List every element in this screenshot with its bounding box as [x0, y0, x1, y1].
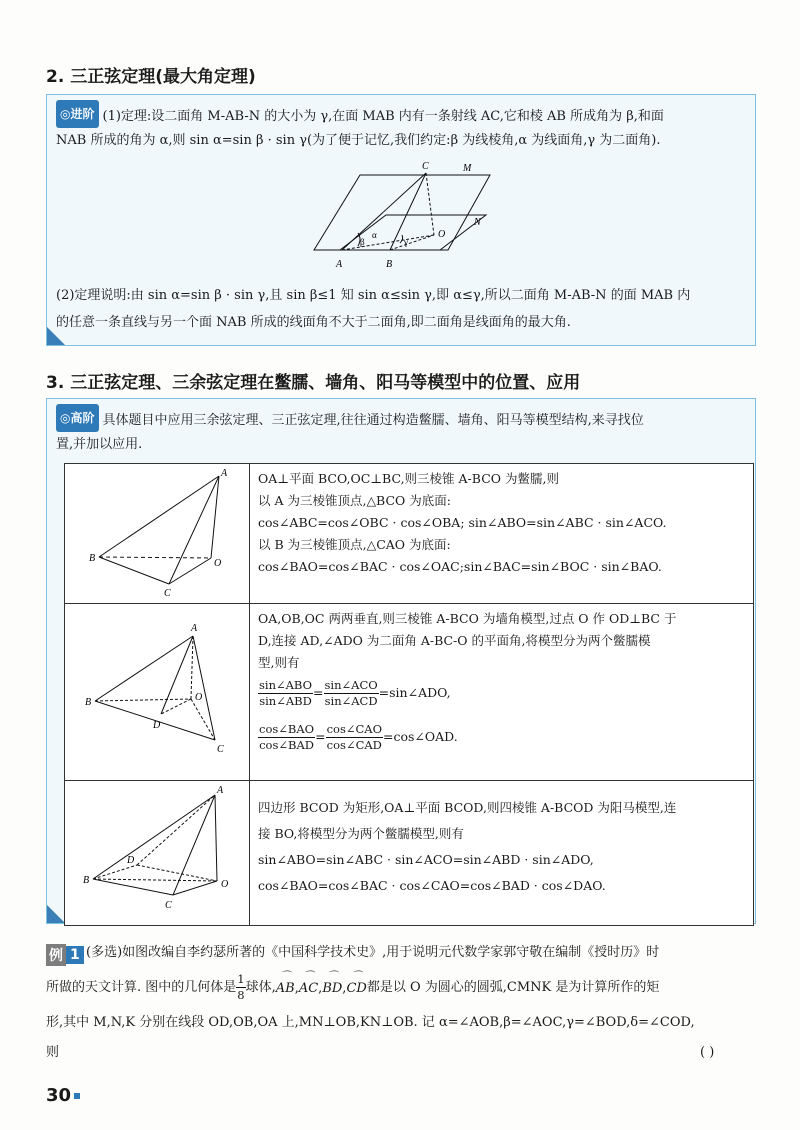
label-O: O	[438, 229, 446, 240]
yangma-figure	[65, 781, 249, 921]
cosine-ratio-formula: $\frac{\text{cos∠BAO}}{\text{cos∠BAD}}$ = $\frac{\text{cos∠CAO}}{\text{cos∠CAD}}$ =cos∠OAD.	[259, 722, 458, 752]
label-C: C	[164, 588, 171, 599]
arc-bd: ⌒ BD	[322, 973, 342, 1002]
sine-ratio-formula: $\frac{\text{sin∠ABO}}{\text{sin∠ABD}}$ = $\frac{\text{sin∠ACO}}{\text{sin∠ACD}}$ =sin∠ADO,	[259, 678, 451, 708]
row1-text: OA⊥平面 BCO,OC⊥BC,则三棱锥 A-BCO 为鳖臑,则 以 A 为三棱锥顶点,△BCO 为底面: cos∠ABC=cos∠OBC · cos∠OBA; sin∠ABO=sin∠ABC · sin∠ACO. 以 B 为三棱锥顶点,△CAO 为底面: cos∠BAO=cos∠BAC · cos∠OAC;sin∠BAC=sin∠BOC · sin∠BAO.	[258, 471, 667, 574]
section-2-heading: 2. 三正弦定理(最大角定理)	[46, 67, 256, 87]
arc-ac: ⌒ AC	[299, 973, 318, 1002]
figure-cell	[65, 781, 250, 926]
label-N: N	[474, 217, 481, 228]
label-M: M	[463, 163, 472, 174]
text-cell	[250, 781, 754, 926]
row2-text: OA,OB,OC 两两垂直,则三棱锥 A-BCO 为墙角模型,过点 O 作 OD⊥BC 于 D,连接 AD,∠ADO 为二面角 A-BC-O 的平面角,将模型分为两个鳖臑模 型,则有 $\frac{\text{sin∠ABO}}{\text{sin∠ABD}}$ = $\frac{\text{sin∠ACO}}{\text{sin∠ACD}}$ =sin∠ADO, $\frac{\text{cos∠BAO}}{\text{cos∠BAD}}$ = $\frac{\text{cos∠CAO}}{\text{cos∠CAD}}$ =cos∠OAD.	[250, 604, 753, 760]
page-marker	[74, 1093, 80, 1099]
one-eighth-fraction: $\frac{1}{8}$	[237, 972, 245, 1002]
arc-mark-icon: ⌒	[303, 971, 314, 982]
theorem-line-1: ◎进阶 (1)定理:设二面角 M-AB-N 的大小为 γ,在面 MAB 内有一条射线 AC,它和棱 AB 所成角为 β,和面	[56, 100, 664, 130]
models-intro-2: 置,并加以应用.	[56, 437, 143, 452]
example-number: 1	[66, 946, 84, 964]
text-cell	[250, 464, 754, 604]
figure-cell	[65, 604, 250, 781]
label-B: B	[386, 259, 393, 270]
arc-mark-icon: ⌒	[327, 971, 338, 982]
high-level-badge: ◎高阶	[56, 404, 99, 432]
label-O: O	[214, 558, 222, 569]
turtle-nao-figure	[65, 464, 249, 599]
label-B: B	[89, 553, 96, 564]
label-C: C	[165, 900, 172, 911]
section-3-heading: 3. 三正弦定理、三余弦定理在鳖臑、墙角、阳马等模型中的位置、应用	[46, 373, 581, 393]
label-C: C	[217, 744, 224, 755]
wall-corner-figure	[65, 604, 249, 776]
badge-icon: ◎	[60, 411, 71, 425]
dihedral-figure	[300, 155, 510, 275]
example-label: 例	[46, 944, 66, 966]
answer-parentheses: ( )	[700, 1045, 715, 1060]
theorem-line-3: (2)定理说明:由 sin α=sin β · sin γ,且 sin β≤1 知 sin α≤sin γ,即 α≤γ,所以二面角 M-AB-N 的面 MAB 内	[56, 288, 691, 303]
label-gamma: γ	[404, 237, 408, 247]
arc-list: ⌒ AB, ⌒ AC, ⌒ BD, ⌒ CD	[276, 973, 367, 1002]
label-A: A	[217, 785, 224, 796]
theorem-line-4: 的任意一条直线与另一个面 NAB 所成的线面角不大于二面角,即二面角是线面角的最大角.	[56, 315, 571, 330]
label-C: C	[422, 161, 429, 172]
example-line-3: 形,其中 M,N,K 分别在线段 OD,OB,OA 上,MN⊥OB,KN⊥OB. 记 α=∠AOB,β=∠AOC,γ=∠BOD,δ=∠COD,	[46, 1015, 695, 1030]
table-row	[65, 464, 754, 604]
models-intro-1: ◎高阶 具体题目中应用三余弦定理、三正弦定理,往往通过构造鳖臑、墙角、阳马等模型结构,来寻找位	[56, 404, 644, 434]
theorem-line-2: NAB 所成的角为 α,则 sin α=sin β · sin γ(为了便于记忆,我们约定:β 为线棱角,α 为线面角,γ 为二面角).	[56, 133, 661, 148]
label-alpha: α	[372, 230, 377, 240]
text-cell	[250, 604, 754, 781]
table-row	[65, 604, 754, 781]
example-line-4: 则	[46, 1045, 60, 1060]
label-O: O	[221, 879, 229, 890]
example-line-2: 所做的天文计算. 图中的几何体是 $\frac{1}{8}$ 球体, ⌒ AB, ⌒ AC, ⌒ BD, ⌒ CD 都是以 O 为圆心的圆弧,CMNK 是为计算所作的矩	[46, 972, 659, 1003]
models-table	[64, 463, 754, 926]
page-number: 30	[46, 1085, 72, 1106]
label-A: A	[336, 259, 343, 270]
example-line-1: (多选)如图改编自李约瑟所著的《中国科学技术史》,用于说明元代数学家郭守敬在编制《授时历》时	[86, 945, 660, 960]
arc-ab: ⌒ AB	[276, 973, 295, 1002]
label-O: O	[195, 692, 203, 703]
advanced-badge: ◎进阶	[56, 100, 99, 128]
label-beta: β	[360, 237, 365, 247]
figure-cell	[65, 464, 250, 604]
label-D: D	[153, 720, 161, 731]
arc-mark-icon: ⌒	[280, 971, 291, 982]
badge-icon: ◎	[60, 107, 71, 121]
arc-mark-icon: ⌒	[351, 971, 362, 982]
example-badge	[46, 944, 84, 966]
label-A: A	[221, 468, 228, 479]
row3-text: 四边形 BCOD 为矩形,OA⊥平面 BCOD,则四棱锥 A-BCOD 为阳马模型,连 接 BO,将模型分为两个鳖臑模型,则有 sin∠ABO=sin∠ABC · sin∠ACO=sin∠ABD · sin∠ADO, cos∠BAO=cos∠BAC · cos∠CAO=cos∠BAD · cos∠DAO.	[258, 800, 677, 893]
label-D: D	[127, 855, 135, 866]
label-B: B	[85, 697, 92, 708]
label-B: B	[83, 875, 90, 886]
arc-cd: ⌒ CD	[346, 973, 366, 1002]
corner-triangle	[47, 905, 65, 923]
label-A: A	[191, 623, 198, 634]
table-row	[65, 781, 754, 926]
